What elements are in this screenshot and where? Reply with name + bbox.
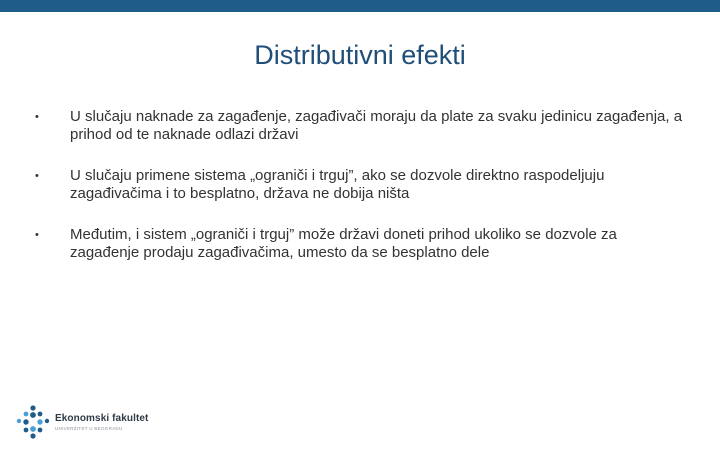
- dot-cluster-logo-icon: [15, 404, 51, 440]
- slide-title: Distributivni efekti: [254, 40, 466, 70]
- bullet-marker: •: [35, 229, 39, 241]
- bullet-marker: •: [35, 170, 39, 182]
- bullet-item: [35, 108, 685, 144]
- logo-subtitle: UNIVERZITET U BEOGRADU: [55, 426, 123, 431]
- bullet-marker: •: [35, 111, 39, 123]
- bullet-text: U slučaju primene sistema „ograniči i trguj”, ako se dozvole direktno raspodeljuju zagađivačima i to besplatno, država ne dobija ništa: [70, 167, 605, 202]
- bullet-text: Međutim, i sistem „ograniči i trguj” može državi doneti prihod ukoliko se dozvole za zagađenje prodaju zagađivačima, umesto da se besplatno dele: [70, 226, 617, 261]
- bullet-item: [35, 226, 685, 262]
- faculty-logo: [15, 404, 155, 440]
- bullet-text: U slučaju naknade za zagađenje, zagađivači moraju da plate za svaku jedinicu zagađenja, a prihod od te naknade odlazi državi: [70, 108, 683, 143]
- bullet-list: [35, 108, 685, 285]
- bullet-item: [35, 167, 685, 203]
- logo-name: Ekonomski fakultet: [55, 413, 149, 424]
- top-accent-bar: [0, 0, 720, 12]
